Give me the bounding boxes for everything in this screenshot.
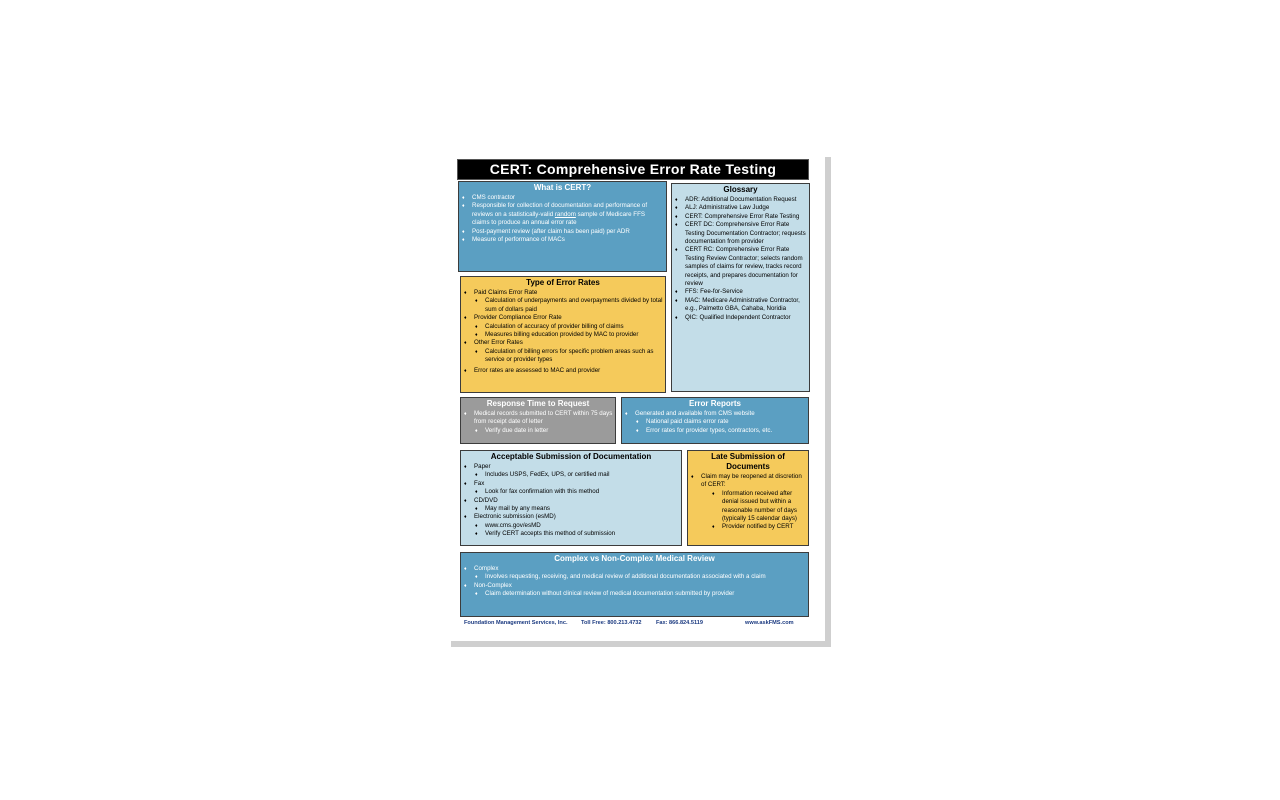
page-title: CERT: Comprehensive Error Rate Testing [457,159,809,180]
glossary-item: ♦ CERT: Comprehensive Error Rate Testing [674,213,807,221]
sub-list-item: ♦ Error rates for provider types, contractors, etc. [624,427,806,435]
list-item: ♦ CD/DVD [463,497,679,505]
list-item [463,289,663,297]
footer [464,620,804,630]
complex-review-box [460,552,809,617]
error-rate-label: Other Error Rates [474,339,523,347]
sub-list-item: ♦ Involves requesting, receiving, and medical review of additional documentation associated with a claim [463,573,806,581]
list-item: ♦ Non-Complex [463,582,806,590]
footer-toll-free: Toll Free: 800.213.4732 [581,620,642,626]
glossary-item: ♦ MAC: Medicare Administrative Contractor, e.g., Palmetto GBA, Cahaba, Noridia [674,297,807,314]
list-item: ♦ Claim may be reopened at discretion of CERT: [690,473,806,490]
late-submission-title: Late Submission of Documents [711,452,785,471]
what-is-cert-title: What is CERT? [533,183,592,192]
response-time-title: Response Time to Request [486,399,590,408]
footer-website[interactable]: www.askFMS.com [745,620,794,626]
sub-list-item: ♦ Claim determination without clinical review of medical documentation submitted by provider [463,590,806,598]
text: Responsible for collection of documentation and performance of reviews on a statistically-valid [472,202,648,218]
list-item: ♦ Generated and available from CMS website [624,410,806,418]
sub-list-item: ♦ Includes USPS, FedEx, UPS, or certified mail [463,471,679,479]
list-item [463,339,663,347]
sub-list-item: ♦ Calculation of accuracy of provider billing of claims [463,323,663,331]
sub-list-item: ♦ Calculation of billing errors for specific problem areas such as service or provider types [463,348,663,365]
sub-list-item: ♦ Information received after denial issued but within a reasonable number of days (typically 15 calendar days) [700,490,806,524]
footer-fax: Fax: 866.824.5119 [656,620,703,626]
glossary-item: ♦ QIC: Qualified Independent Contractor [674,314,807,322]
acceptable-submission-title: Acceptable Submission of Documentation [490,452,652,461]
error-rate-label: Provider Compliance Error Rate [474,314,562,322]
sub-list-item: ♦ Look for fax confirmation with this method [463,488,679,496]
what-is-cert-box [458,181,667,272]
sub-list-item: ♦ Provider notified by CERT [700,523,806,531]
list-item: ♦ Electronic submission (esMD) [463,513,679,521]
list-item: ♦ Error rates are assessed to MAC and provider [463,367,663,375]
footer-company: Foundation Management Services, Inc. [464,620,568,626]
glossary-item: ♦ ADR: Additional Documentation Request [674,196,807,204]
sub-list-item: ♦ Verify CERT accepts this method of submission [463,530,679,538]
list-item: ♦ Post-payment review (after claim has been paid) per ADR [461,228,664,236]
glossary-item: ♦ FFS: Fee-for-Service [674,288,807,296]
sub-list-item: ♦ Calculation of underpayments and overpayments divided by total sum of dollars paid [463,297,663,314]
glossary-box [671,183,810,392]
acceptable-submission-box [460,450,682,546]
complex-review-title: Complex vs Non-Complex Medical Review [554,554,715,563]
error-reports-box [621,397,809,444]
list-item [463,314,663,322]
error-reports-title: Error Reports [688,399,741,408]
late-submission-box [687,450,809,546]
sub-list-item: ♦ Verify due date in letter [463,427,613,435]
glossary-item: ♦ CERT DC: Comprehensive Error Rate Testing Documentation Contractor; requests documentation from provider [674,221,807,246]
list-item: ♦ Fax [463,480,679,488]
list-item: ♦ Medical records submitted to CERT within 75 days from receipt date of letter [463,410,613,427]
list-item: ♦ Paper [463,463,679,471]
response-time-box [460,397,616,444]
text: sample of Medicare FFS claims to produce an annual error rate [472,210,645,227]
list-item: ♦ Measure of performance of MACs [461,236,664,244]
document-page [445,151,825,641]
glossary-title: Glossary [723,185,758,194]
random-link-text: random [554,210,576,218]
list-item: ♦ Complex [463,565,806,573]
list-item: ♦ CMS contractor [461,194,664,202]
glossary-item: ♦ ALJ: Administrative Law Judge [674,204,807,212]
sub-list-item: ♦ May mail by any means [463,505,679,513]
glossary-item: ♦ CERT RC: Comprehensive Error Rate Testing Review Contractor; selects random samples of claims for review, tracks record receipts, and prepares documentation for review [674,246,807,288]
error-rates-box [460,276,666,393]
sub-list-item: ♦ National paid claims error rate [624,418,806,426]
error-rates-title: Type of Error Rates [526,278,600,287]
sub-list-item: ♦ www.cms.gov/esMD [463,522,679,530]
sub-list-item: ♦ Measures billing education provided by MAC to provider [463,331,663,339]
error-rate-label: Paid Claims Error Rate [474,289,538,296]
list-item [461,202,664,227]
